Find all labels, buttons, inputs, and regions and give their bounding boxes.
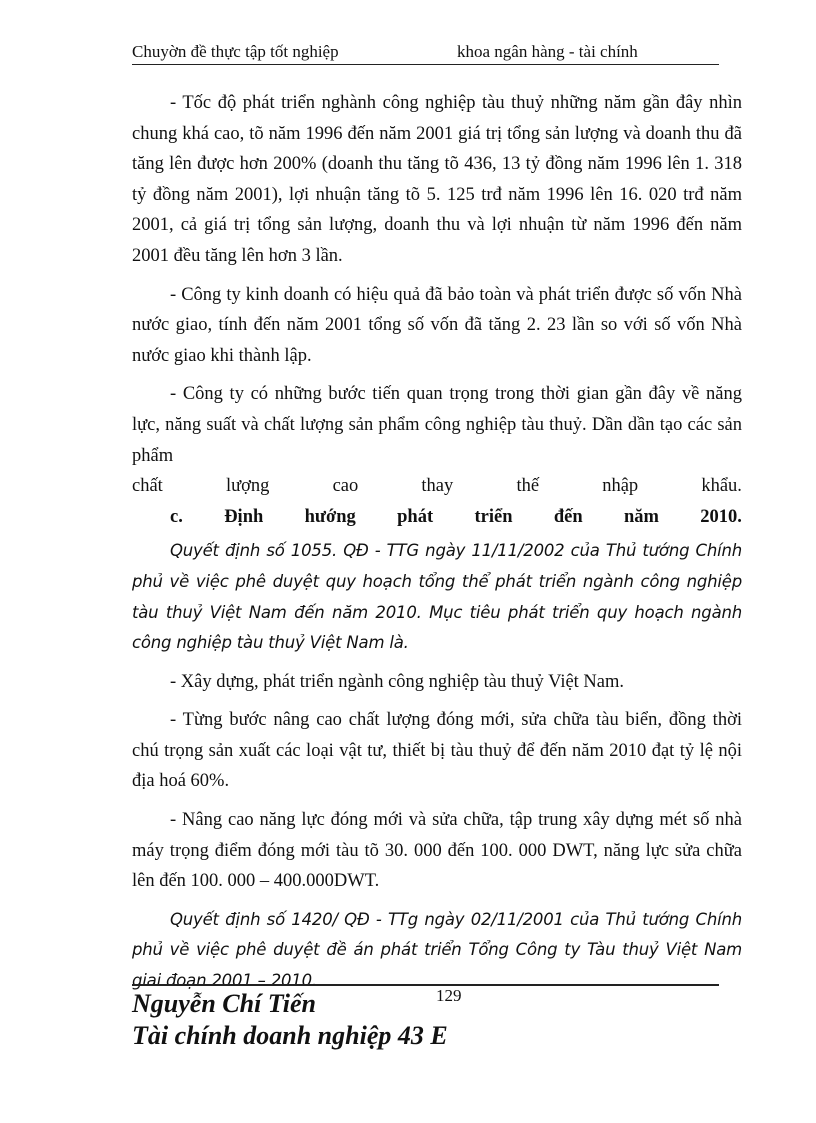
paragraph-growth-speed: - Tốc độ phát triển nghành công nghiệp tàu thuỷ những năm gần đây nhìn chung khá cao, tõ năm 1996 đến năm 2001 giá trị tổng sản lượng và doanh thu đã tăng lên được hơn 200% (doanh thu tăng tõ 436, 13 tỷ đồng năm 1996 lên 1. 318 tỷ đồng năm 2001), lợi nhuận tăng tõ 5. 125 trđ năm 1996 lên 16. 020 trđ năm 2001, cả giá trị tổng sản lượng, doanh thu và lợi nhuận từ năm 1996 đến năm 2001 đều tăng lên hơn 3 lần.: [132, 93, 742, 266]
paragraph-capacity-improvement: - Nâng cao năng lực đóng mới và sửa chữa, tập trung xây dựng mét số nhà máy trọng điểm đóng mới tàu tõ 30. 000 đến 100. 000 DWT, năng lực sửa chữa lên đến 100. 000 – 400.000DWT.: [132, 810, 742, 892]
word: lượng: [225, 476, 270, 497]
paragraph-decision-1055: Quyết định số 1055. QĐ - TTG ngày 11/11/2002 của Thủ tướng Chính phủ về việc phê duyệt quy hoạch tổng thể phát triển ngành công nghiệp tàu thuỷ Việt Nam đến năm 2010. Mục tiêu phát triển quy hoạch ngành công nghiệp tàu thuỷ Việt Nam là.: [132, 541, 742, 653]
word: khẩu.: [701, 476, 742, 497]
word: thay: [421, 476, 454, 497]
author-class: Tài chính doanh nghiệp 43 E: [132, 1021, 448, 1050]
paragraph-decision-1420: Quyết định số 1420/ QĐ - TTg ngày 02/11/2001 của Thủ tướng Chính phủ về việc phê duyệt đề án phát triển Tổng Công ty Tàu thuỷ Việt Nam giai đoạn 2001 – 2010.: [132, 909, 742, 991]
header-left-title: Chuyờn đề thực tập tốt nghiệp: [132, 42, 339, 61]
heading-word: triển: [474, 506, 513, 527]
word: cao: [332, 476, 359, 497]
heading-word: năm: [623, 506, 659, 527]
paragraph-build-industry: - Xây dựng, phát triển ngành công nghiệp tàu thuỷ Việt Nam.: [170, 671, 625, 692]
heading-word: phát: [397, 506, 434, 527]
document-body: [132, 88, 742, 1005]
paragraph-progress-last-line: [132, 471, 742, 502]
footer-divider: [132, 984, 719, 986]
word: thế: [516, 476, 540, 497]
heading-word: hướng: [304, 506, 356, 527]
author-name: Nguyễn Chí Tiến: [132, 989, 316, 1018]
word: nhập: [602, 476, 639, 497]
heading-word: Định: [224, 506, 264, 527]
heading-word: c.: [170, 506, 183, 527]
paragraph-progress: - Công ty có những bước tiến quan trọng trong thời gian gần đây về năng lực, năng suất và chất lượng sản phẩm công nghiệp tàu thuỷ. Dần dần tạo các sản phẩm: [132, 384, 742, 466]
heading-word: 2010.: [700, 506, 742, 527]
page-number: 129: [436, 986, 462, 1005]
paragraph-quality-improvement: - Từng bước nâng cao chất lượng đóng mới, sửa chữa tàu biển, đồng thời chú trọng sản xuất các loại vật tư, thiết bị tàu thuỷ để đến năm 2010 đạt tỷ lệ nội địa hoá 60%.: [132, 710, 742, 792]
footer-author: [132, 988, 448, 1052]
page-header: [132, 40, 719, 65]
word: chất: [132, 476, 163, 497]
header-right-title: khoa ngân hàng - tài chính: [457, 42, 638, 61]
heading-word: đến: [553, 506, 583, 527]
paragraph-capital-preservation: - Công ty kinh doanh có hiệu quả đã bảo toàn và phát triển được số vốn Nhà nước giao, tính đến năm 2001 tổng số vốn đã tăng 2. 23 lần so với số vốn Nhà nước giao khi thành lập.: [132, 284, 742, 366]
section-heading: [132, 502, 742, 533]
